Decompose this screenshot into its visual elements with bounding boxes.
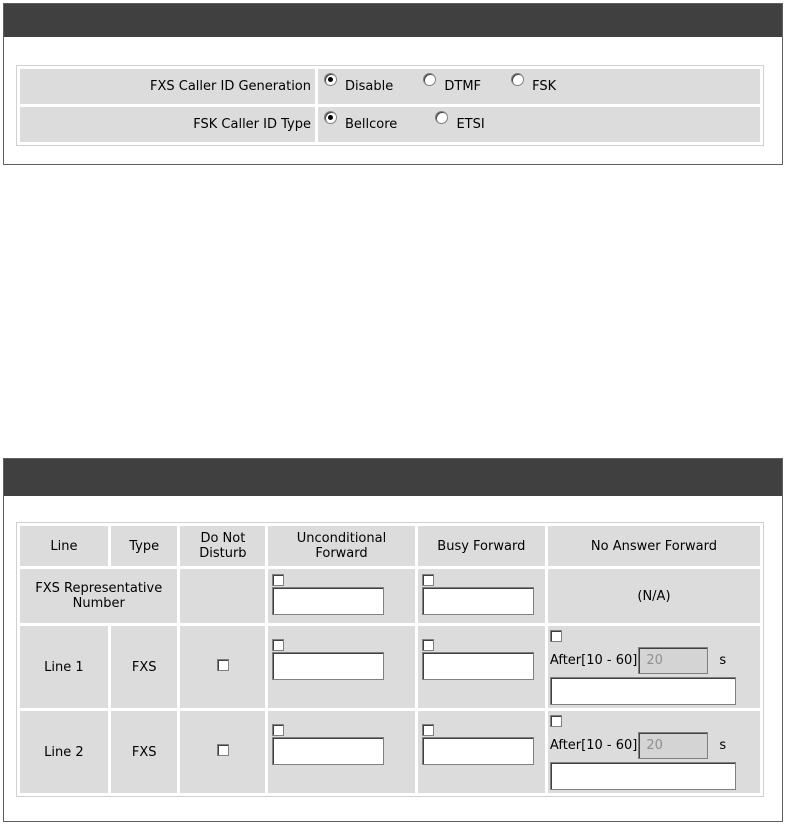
line1-unconditional-checkbox[interactable] <box>272 639 284 651</box>
radio-option-bellcore[interactable] <box>324 115 397 130</box>
line1-unconditional-cell <box>268 626 414 708</box>
radio-option-fsk[interactable] <box>511 77 556 92</box>
table-row-line2 <box>20 711 760 793</box>
caller-id-table <box>16 65 764 146</box>
caller-id-generation-options <box>318 69 760 104</box>
line1-noanswer-input[interactable] <box>550 677 736 705</box>
call-forward-panel-header <box>4 459 782 496</box>
fsk-caller-id-type-row <box>20 107 760 142</box>
table-header-row <box>20 526 760 566</box>
radio-fsk[interactable] <box>511 73 524 86</box>
line2-noanswer-cell <box>548 711 760 793</box>
rep-unconditional-checkbox[interactable] <box>272 574 284 586</box>
header-dnd-line1: Do Not <box>200 531 246 546</box>
line2-noanswer-checkbox[interactable] <box>550 715 562 727</box>
rep-busy-cell <box>418 569 545 623</box>
rep-label-line1: FXS Representative <box>35 581 163 596</box>
radio-option-dtmf[interactable] <box>423 77 481 92</box>
caller-id-generation-label: FXS Caller ID Generation <box>20 69 315 104</box>
fsk-caller-id-type-options <box>318 107 760 142</box>
header-unconditional-forward <box>268 526 414 566</box>
radio-disable[interactable] <box>324 73 337 86</box>
rep-unconditional-cell <box>268 569 414 623</box>
line2-after-row <box>550 732 760 759</box>
rep-unconditional-input[interactable] <box>272 587 384 615</box>
line1-after-label: After[10 - 60] <box>549 653 638 668</box>
line1-name: Line 1 <box>20 626 108 708</box>
caller-id-panel-header <box>4 4 782 37</box>
header-busy-forward: Busy Forward <box>418 526 545 566</box>
rep-dnd-empty <box>180 569 265 623</box>
table-row-representative <box>20 569 760 623</box>
line1-dnd-checkbox[interactable] <box>217 659 229 671</box>
radio-option-etsi[interactable] <box>435 115 484 130</box>
header-dnd-line2: Disturb <box>199 546 247 561</box>
radio-dtmf[interactable] <box>423 73 436 86</box>
line2-unconditional-checkbox[interactable] <box>272 724 284 736</box>
radio-etsi[interactable] <box>435 111 448 124</box>
line1-noanswer-cell <box>548 626 760 708</box>
line2-after-unit: s <box>719 738 727 753</box>
line2-unconditional-cell <box>268 711 414 793</box>
table-row-line1 <box>20 626 760 708</box>
line2-noanswer-input[interactable] <box>550 762 736 790</box>
header-line: Line <box>20 526 108 566</box>
caller-id-generation-row <box>20 69 760 104</box>
header-type: Type <box>111 526 178 566</box>
line2-dnd-checkbox[interactable] <box>217 744 229 756</box>
header-uncond-line1: Unconditional <box>296 531 387 546</box>
line2-type: FXS <box>111 711 178 793</box>
line2-after-input[interactable]: 20 <box>638 732 708 759</box>
line2-busy-checkbox[interactable] <box>422 724 434 736</box>
line1-after-input[interactable]: 20 <box>638 647 708 674</box>
fsk-caller-id-type-label: FSK Caller ID Type <box>20 107 315 142</box>
line1-busy-input[interactable] <box>422 652 534 680</box>
rep-busy-checkbox[interactable] <box>422 574 434 586</box>
header-do-not-disturb <box>180 526 265 566</box>
call-forward-table <box>16 522 764 797</box>
line2-unconditional-input[interactable] <box>272 737 384 765</box>
representative-number-label <box>20 569 177 623</box>
radio-disable-label: Disable <box>345 79 394 94</box>
line2-after-label: After[10 - 60] <box>549 738 638 753</box>
rep-busy-input[interactable] <box>422 587 534 615</box>
line2-dnd-cell <box>180 711 265 793</box>
line1-busy-checkbox[interactable] <box>422 639 434 651</box>
radio-bellcore-label: Bellcore <box>345 117 398 132</box>
line1-after-unit: s <box>719 653 727 668</box>
line2-busy-input[interactable] <box>422 737 534 765</box>
radio-fsk-label: FSK <box>532 79 557 94</box>
radio-bellcore[interactable] <box>324 111 337 124</box>
line1-after-row <box>550 647 760 674</box>
line1-type: FXS <box>111 626 178 708</box>
line1-busy-cell <box>418 626 545 708</box>
line2-busy-cell <box>418 711 545 793</box>
line1-noanswer-checkbox[interactable] <box>550 630 562 642</box>
rep-label-line2: Number <box>72 596 125 611</box>
radio-option-disable[interactable] <box>324 77 393 92</box>
header-no-answer-forward: No Answer Forward <box>548 526 760 566</box>
line2-name: Line 2 <box>20 711 108 793</box>
rep-noanswer-na: (N/A) <box>548 569 760 623</box>
radio-etsi-label: ETSI <box>456 117 485 132</box>
line1-dnd-cell <box>180 626 265 708</box>
radio-dtmf-label: DTMF <box>444 79 482 94</box>
line1-unconditional-input[interactable] <box>272 652 384 680</box>
header-uncond-line2: Forward <box>315 546 368 561</box>
